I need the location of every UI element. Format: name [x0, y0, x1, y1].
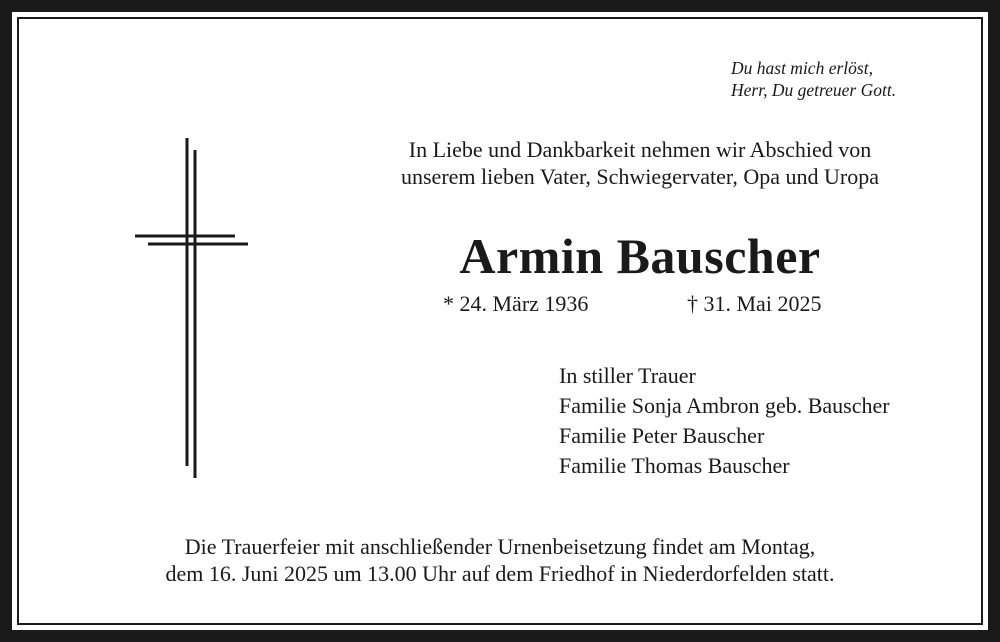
cross-icon — [130, 130, 260, 490]
farewell-intro-line-2: unserem lieben Vater, Schwiegervater, Opa und Uropa — [401, 164, 879, 189]
mourners-heading: In stiller Trauer — [559, 363, 696, 388]
farewell-intro-line-1: In Liebe und Dankbarkeit nehmen wir Abschied von — [408, 137, 872, 162]
mourner-family: Familie Sonja Ambron geb. Bauscher — [559, 393, 890, 418]
funeral-line-2: dem 16. Juni 2025 um 13.00 Uhr auf dem Friedhof in Niederdorfelden statt. — [165, 561, 835, 586]
mourner-family: Familie Peter Bauscher — [559, 423, 765, 448]
funeral-announcement — [40, 533, 960, 587]
birth-date: * 24. März 1936 — [443, 291, 589, 316]
mourners-list — [559, 361, 890, 481]
deceased-name: Armin Bauscher — [459, 228, 821, 284]
bible-verse — [731, 57, 896, 101]
death-date: † 31. Mai 2025 — [687, 291, 822, 316]
mourner-family: Familie Thomas Bauscher — [559, 453, 790, 478]
bible-verse-line-1: Du hast mich erlöst, — [731, 58, 873, 78]
bible-verse-line-2: Herr, Du getreuer Gott. — [731, 80, 897, 100]
funeral-line-1: Die Trauerfeier mit anschließender Urnenbeisetzung findet am Montag, — [184, 534, 816, 559]
farewell-intro — [340, 136, 940, 190]
